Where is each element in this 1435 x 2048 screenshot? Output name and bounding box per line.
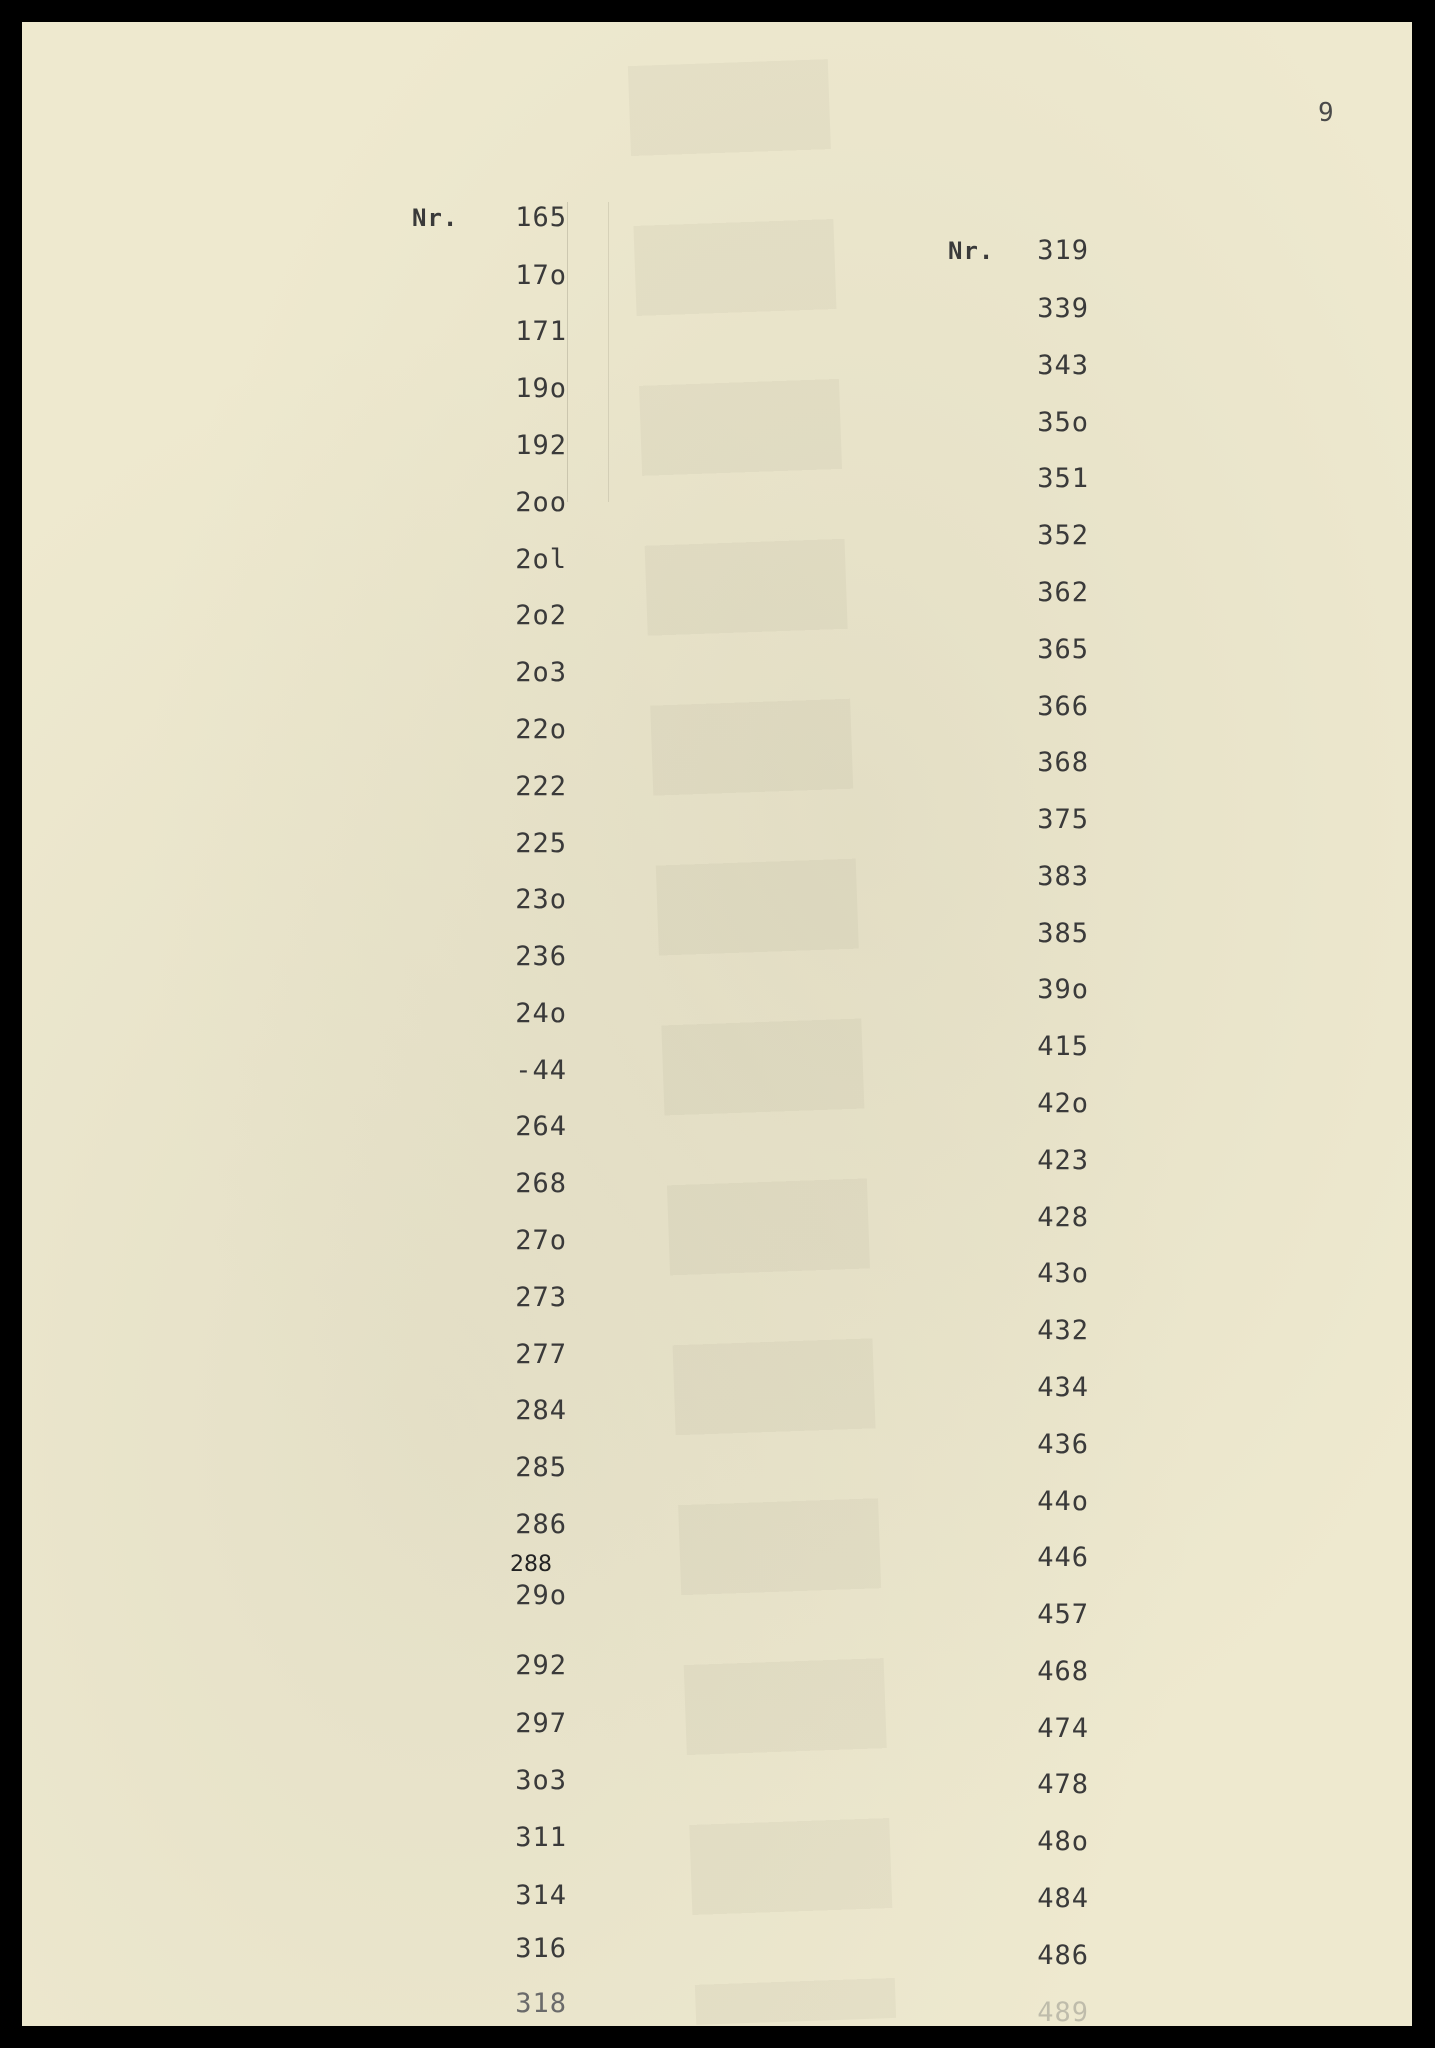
list-item: 446 [1037, 1542, 1089, 1573]
list-item: 236 [515, 941, 567, 972]
list-item: 17o [515, 260, 567, 291]
list-item: 385 [1037, 918, 1089, 949]
list-item: 284 [515, 1395, 567, 1426]
list-item: 277 [515, 1339, 567, 1370]
list-item: 2o3 [515, 657, 567, 688]
list-item: 29o [515, 1580, 567, 1611]
list-item: 318 [515, 1988, 567, 2019]
list-item: 339 [1037, 293, 1089, 324]
list-item: 423 [1037, 1145, 1089, 1176]
list-item: 436 [1037, 1429, 1089, 1460]
list-item: 368 [1037, 747, 1089, 778]
list-item: 43o [1037, 1258, 1089, 1289]
list-item: 23o [515, 884, 567, 915]
list-item: 484 [1037, 1883, 1089, 1914]
list-item: 2o2 [515, 600, 567, 631]
list-item: 44o [1037, 1486, 1089, 1517]
list-item: 2ol [515, 544, 567, 575]
list-item: 48o [1037, 1826, 1089, 1857]
list-item: 432 [1037, 1315, 1089, 1346]
list-item: 434 [1037, 1372, 1089, 1403]
list-item: 468 [1037, 1656, 1089, 1687]
list-item: 171 [515, 316, 567, 347]
handwritten-note: 288 [510, 1552, 552, 1577]
page-number: 9 [1318, 98, 1335, 128]
list-item: 273 [515, 1282, 567, 1313]
list-item: 264 [515, 1111, 567, 1142]
list-item: 366 [1037, 691, 1089, 722]
list-item: 457 [1037, 1599, 1089, 1630]
list-item: 319 [1037, 235, 1089, 266]
list-item: 225 [515, 828, 567, 859]
list-item: 365 [1037, 634, 1089, 665]
list-item: 268 [515, 1168, 567, 1199]
list-item: 316 [515, 1933, 567, 1964]
list-item: 478 [1037, 1769, 1089, 1800]
list-item: 489 [1037, 1997, 1089, 2026]
list-item: 222 [515, 771, 567, 802]
list-item: 474 [1037, 1713, 1089, 1744]
list-item: 192 [515, 430, 567, 461]
list-item: 486 [1037, 1940, 1089, 1971]
list-item: 375 [1037, 804, 1089, 835]
list-item: 352 [1037, 520, 1089, 551]
right-column-label: Nr. [948, 237, 995, 265]
list-item: 297 [515, 1708, 567, 1739]
list-item: 3o3 [515, 1765, 567, 1796]
list-item: 165 [515, 202, 567, 233]
list-item: 343 [1037, 350, 1089, 381]
list-item: 362 [1037, 577, 1089, 608]
list-item: 292 [515, 1650, 567, 1681]
list-item: 415 [1037, 1031, 1089, 1062]
list-item: 383 [1037, 861, 1089, 892]
list-item: -44 [515, 1055, 567, 1086]
list-item: 286 [515, 1509, 567, 1540]
list-item: 24o [515, 998, 567, 1029]
list-item: 35o [1037, 407, 1089, 438]
list-item: 314 [515, 1880, 567, 1911]
list-item: 27o [515, 1225, 567, 1256]
left-column-label: Nr. [412, 204, 459, 232]
faint-stamp-watermark [628, 59, 896, 2025]
list-item: 19o [515, 373, 567, 404]
list-item: 39o [1037, 974, 1089, 1005]
list-item: 42o [1037, 1088, 1089, 1119]
document-page [22, 22, 1412, 2026]
list-item: 22o [515, 714, 567, 745]
paper-crease [567, 202, 609, 502]
list-item: 285 [515, 1452, 567, 1483]
list-item: 311 [515, 1822, 567, 1853]
list-item: 2oo [515, 487, 567, 518]
list-item: 428 [1037, 1202, 1089, 1233]
list-item: 351 [1037, 463, 1089, 494]
